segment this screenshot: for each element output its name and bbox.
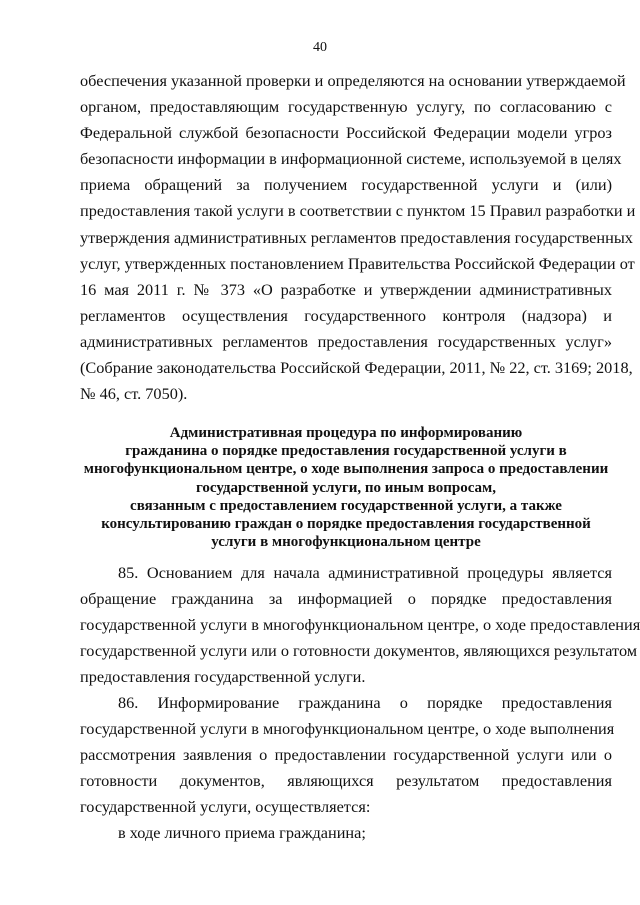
paragraph-intro <box>80 68 636 407</box>
text-line: государственной услуги, осуществляется: <box>80 797 371 817</box>
text-line: государственной услуги в многофункциональном центре, о ходе выполнения <box>80 719 615 739</box>
section-heading <box>70 424 622 551</box>
heading-line: связанным с предоставлением государственной услуги, а также <box>130 497 562 514</box>
text-line: административных регламентов предоставления государственных услуг» <box>80 331 612 351</box>
heading-line: консультированию граждан о порядке предоставления государственной <box>101 516 591 533</box>
text-line: 85. Основанием для начала административной процедуры является <box>118 563 612 582</box>
text-line: рассмотрения заявления о предоставлении государственной услуги или о <box>80 745 612 765</box>
page-number: 40 <box>313 40 327 55</box>
text-line: (Собрание законодательства Российской Федерации, 2011, № 22, ст. 3169; 2018, <box>80 358 633 378</box>
text-line: предоставления государственной услуги. <box>80 667 366 687</box>
text-line: Федеральной службой безопасности Российской Федерации модели угроз <box>80 123 612 143</box>
text-line: обращение гражданина за информацией о порядке предоставления <box>80 589 612 609</box>
text-line: № 46, ст. 7050). <box>80 384 188 404</box>
text-line: государственной услуги или о готовности документов, являющихся результатом <box>80 641 638 661</box>
text-line: услуг, утвержденных постановлением Правительства Российской Федерации от <box>80 253 635 273</box>
list-item <box>80 820 612 846</box>
text-line: органом, предоставляющим государственную услугу, по согласованию с <box>80 97 612 117</box>
text-line: готовности документов, являющихся результатом предоставления <box>80 771 612 791</box>
paragraph-85 <box>80 560 640 690</box>
text-line: обеспечения указанной проверки и определяются на основании утверждаемой <box>80 71 626 90</box>
text-line: 86. Информирование гражданина о порядке предоставления <box>118 693 612 712</box>
text-line: 16 мая 2011 г. № 373 «О разработке и утверждении административных <box>80 279 612 299</box>
heading-line: многофункциональном центре, о ходе выполнения запроса о предоставлении <box>83 461 609 478</box>
text-line: приема обращений за получением государственной услуги и (или) <box>80 175 612 195</box>
heading-line: Административная процедура по информированию <box>169 425 523 441</box>
text-line: безопасности информации в информационной системе, используемой в целях <box>80 149 622 169</box>
text-line: регламентов осуществления государственного контроля (надзора) и <box>80 305 612 325</box>
heading-line: государственной услуги, по иным вопросам, <box>195 479 497 496</box>
text-line: предоставления такой услуги в соответствии с пунктом 15 Правил разработки и <box>80 201 636 221</box>
heading-line: услуги в многофункциональном центре <box>211 534 481 551</box>
text-line: утверждения административных регламентов предоставления государственных <box>80 227 633 247</box>
text-line: государственной услуги в многофункциональном центре, о ходе предоставления <box>80 615 640 635</box>
list-item-text: в ходе личного приема гражданина; <box>118 823 366 842</box>
heading-line: гражданина о порядке предоставления государственной услуги в <box>125 443 567 460</box>
paragraph-86 <box>80 690 615 820</box>
